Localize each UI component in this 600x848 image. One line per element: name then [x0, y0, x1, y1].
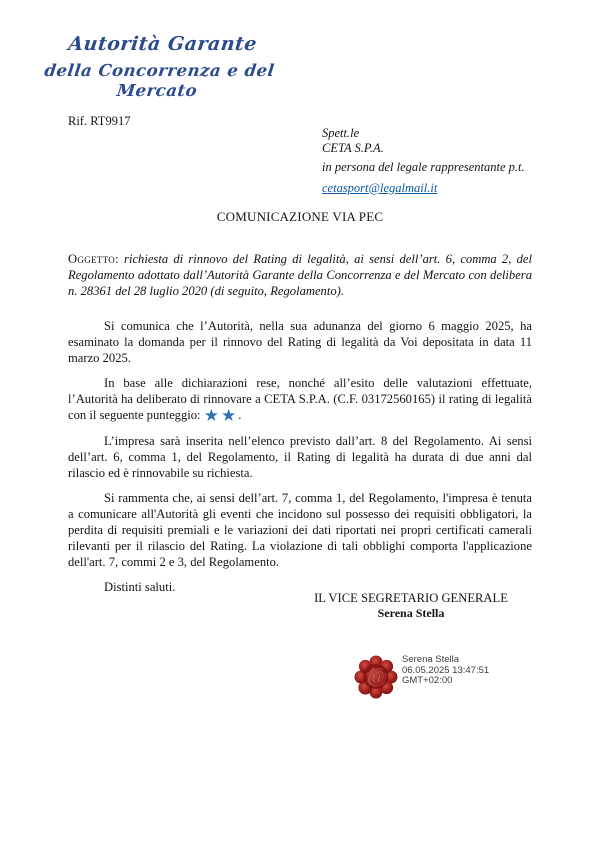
addressee-email-link[interactable]: cetasport@legalmail.it [322, 180, 438, 195]
svg-text:@: @ [367, 667, 385, 688]
rating-decision-text: In base alle dichiarazioni rese, nonché all’esito delle valutazioni effettuate, l’Autorità ha deliberato di rinnovare a CETA S.P.A. (C.F. 03172560165) il rating di legalità con il seguente punteggio: [68, 376, 532, 422]
paragraph-obligations: Si rammenta che, ai sensi dell’art. 7, comma 1, del Regolamento, l'impresa è tenuta a comunicare all'Autorità gli eventi che incidono sul possesso dei requisiti obbligatori, la perdita di requisiti premiali e le variazioni dei dati riportati nei propri certificati camerali rilevanti per il rilascio del Rating. La violazione di tali obblighi comporta l'applicazione dell'art. 7, commi 2 e 3, del Regolamento. [68, 491, 532, 569]
stamp-timezone: GMT+02:00 [402, 675, 453, 686]
document-title: COMUNICAZIONE VIA PEC [216, 209, 384, 224]
stamp-datetime: 06.05.2025 13:47:51 [402, 664, 490, 676]
subject-paragraph [68, 251, 532, 299]
agcm-logo [32, 33, 288, 100]
stamp-details [402, 651, 489, 687]
rating-stars-icon: ★★ [203, 406, 239, 426]
subject-label: Oggetto: [68, 252, 119, 266]
signer-role: IL VICE SEGRETARIO GENERALE [314, 591, 508, 605]
paragraph-examination: Si comunica che l’Autorità, nella sua adunanza del giorno 6 maggio 2025, ha esaminato la domanda per il rinnovo del Rating di legalità da Voi depositata in data 11 marzo 2025. [68, 319, 532, 365]
paragraph-rating-decision [68, 375, 532, 424]
letter-body [68, 318, 532, 604]
signer-name: Serena Stella [377, 606, 445, 620]
digital-signature-stamp[interactable] [353, 651, 489, 703]
rating-decision-period: . [238, 408, 242, 422]
addressee-block [322, 126, 544, 195]
reference-number: Rif. RT9917 [68, 114, 131, 128]
wax-seal-icon [353, 651, 399, 703]
addressee-company: CETA S.P.A. [322, 140, 384, 155]
addressee-attention: in persona del legale rappresentante p.t. [322, 160, 525, 174]
logo-line-2: della Concorrenza e del Mercato [43, 60, 276, 100]
addressee-salutation: Spett.le [322, 126, 360, 140]
logo-line-1: Autorità Garante [67, 33, 259, 55]
closing-salutation: Distinti saluti. [104, 580, 176, 594]
stamp-signer-name: Serena Stella [402, 654, 460, 665]
signature-block [297, 591, 525, 620]
subject-text: richiesta di rinnovo del Rating di legalità, ai sensi dell’art. 6, comma 2, del Regolamento adottato dall’Autorità Garante della Concorrenza e del Mercato con delibera n. 28361 del 28 luglio 2020 (di seguito, Regolamento). [68, 252, 532, 298]
paragraph-validity: L’impresa sarà inserita nell’elenco previsto dall’art. 8 del Regolamento. Ai sensi dell’art. 6, comma 1, del Regolamento, il Rating di legalità ha durata di due anni dal rilascio ed è rinnovabile su richiesta. [68, 434, 532, 480]
